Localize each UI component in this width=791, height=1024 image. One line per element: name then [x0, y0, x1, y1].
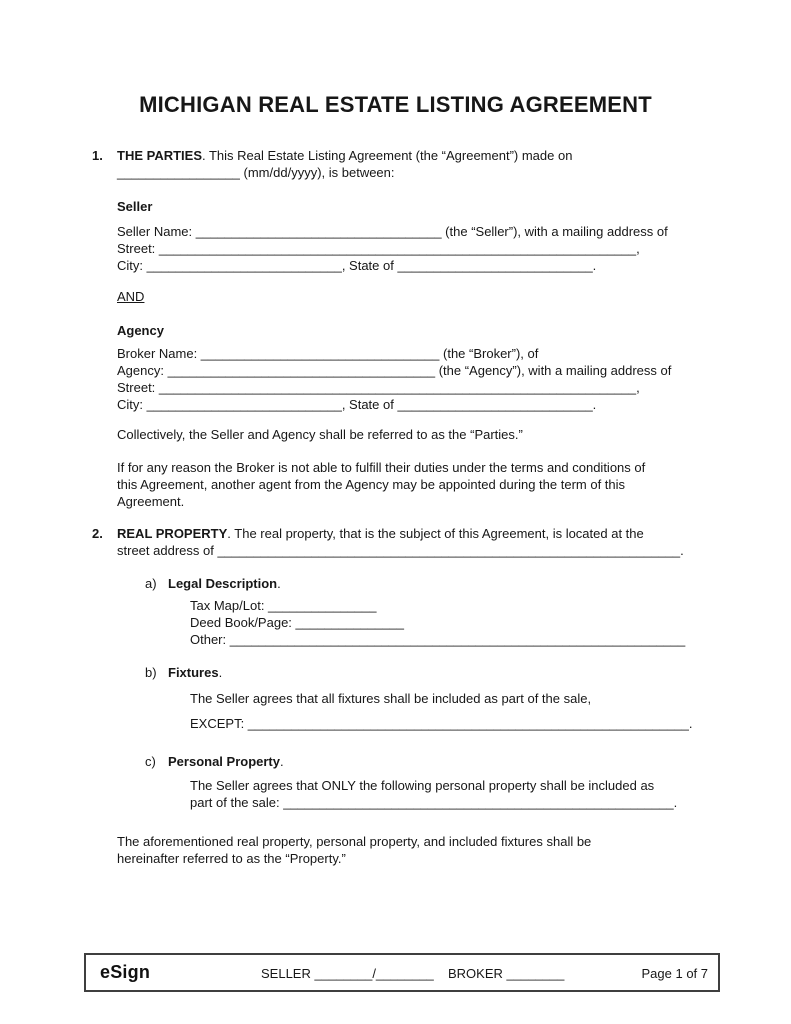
tax-map-lot-line: Tax Map/Lot: _______________	[190, 598, 377, 613]
agency-fields	[117, 345, 671, 413]
section-2-heading: REAL PROPERTY	[117, 526, 228, 541]
agency-name-line: Agency: _____________________________________ (the “Agency”), with a mailing address of	[117, 363, 672, 378]
closing-paragraph	[117, 833, 591, 867]
personal-property-line-2: part of the sale: ______________________________________________________.	[190, 795, 678, 810]
street-address-blank-line: street address of ________________________________________________________________.	[117, 543, 684, 558]
deed-book-page-line: Deed Book/Page: _______________	[190, 615, 404, 630]
subsection-b-heading	[145, 664, 222, 681]
fixtures-label: Fixtures	[168, 665, 219, 680]
seller-street-line: Street: __________________________________________________________________,	[117, 241, 640, 256]
closing-line-2: hereinafter referred to as the “Property.”	[117, 851, 346, 866]
document-title: MICHIGAN REAL ESTATE LISTING AGREEMENT	[139, 92, 652, 117]
section-1-number: 1.	[92, 148, 103, 163]
footer-broker-initials	[448, 965, 564, 982]
section-2-intro-line-1	[92, 525, 684, 542]
broker-paragraph-line-3: Agreement.	[117, 494, 185, 509]
section-1-heading: THE PARTIES	[117, 148, 202, 163]
section-1-intro	[92, 147, 572, 181]
footer-broker-label: BROKER	[448, 966, 507, 981]
subsection-c-period: .	[280, 754, 284, 769]
and-label: AND	[117, 289, 145, 304]
seller-city-state-line: City: ___________________________, State of ___________________________.	[117, 258, 597, 273]
agency-city-state-line: City: ___________________________, State of ___________________________.	[117, 397, 597, 412]
broker-name-line: Broker Name: _________________________________ (the “Broker”), of	[117, 346, 539, 361]
section-1-intro-text: . This Real Estate Listing Agreement (the “Agreement”) made on	[202, 148, 573, 163]
personal-property-paragraph	[190, 777, 677, 811]
seller-name-line: Seller Name: __________________________________ (the “Seller”), with a mailing address of	[117, 224, 668, 239]
footer-broker-blank: ________	[506, 966, 565, 981]
footer-seller-label: SELLER	[261, 966, 315, 981]
subsection-b-letter: b)	[145, 665, 157, 680]
section-2-number: 2.	[92, 526, 103, 541]
closing-line-1: The aforementioned real property, personal property, and included fixtures shall be	[117, 834, 592, 849]
seller-fields	[117, 223, 668, 274]
subsection-a-period: .	[277, 576, 281, 591]
other-line: Other: _______________________________________________________________	[190, 632, 686, 647]
agency-label: Agency	[117, 323, 164, 338]
footer-seller-initials	[261, 965, 434, 982]
collectively-paragraph: Collectively, the Seller and Agency shall be referred to as the “Parties.”	[117, 427, 523, 442]
subsection-a-heading	[145, 575, 281, 592]
subsection-b-period: .	[218, 665, 223, 680]
subsection-c-letter: c)	[145, 754, 156, 769]
seller-label: Seller	[117, 199, 153, 214]
section-2-intro	[92, 525, 684, 559]
legal-description-label: Legal Description	[168, 576, 278, 591]
broker-paragraph-line-2: this Agreement, another agent from the Agency may be appointed during the term of this	[117, 477, 626, 492]
esign-logo: eSign	[100, 962, 151, 982]
broker-paragraph-line-1: If for any reason the Broker is not able to fulfill their duties under the terms and conditions of	[117, 460, 646, 475]
fixtures-except-line: EXCEPT: _____________________________________________________________.	[190, 716, 693, 731]
section-1-intro-line-1	[92, 147, 572, 164]
footer-bar	[84, 953, 720, 992]
legal-description-fields	[190, 597, 685, 648]
agency-street-line: Street: __________________________________________________________________,	[117, 380, 640, 395]
subsection-c-heading	[145, 753, 284, 770]
section-2-intro-text: . The real property, that is the subject of this Agreement, is located at the	[227, 526, 644, 541]
page-number: Page 1 of 7	[641, 966, 708, 981]
subsection-a-letter: a)	[145, 576, 157, 591]
date-blank-line: _________________ (mm/dd/yyyy), is between:	[117, 165, 395, 180]
fixtures-paragraph: The Seller agrees that all fixtures shall be included as part of the sale,	[190, 691, 592, 706]
broker-substitution-paragraph	[117, 459, 645, 510]
footer-seller-blanks: ________/________	[314, 966, 434, 981]
personal-property-line-1: The Seller agrees that ONLY the following personal property shall be included as	[190, 778, 655, 793]
personal-property-label: Personal Property	[168, 754, 280, 769]
